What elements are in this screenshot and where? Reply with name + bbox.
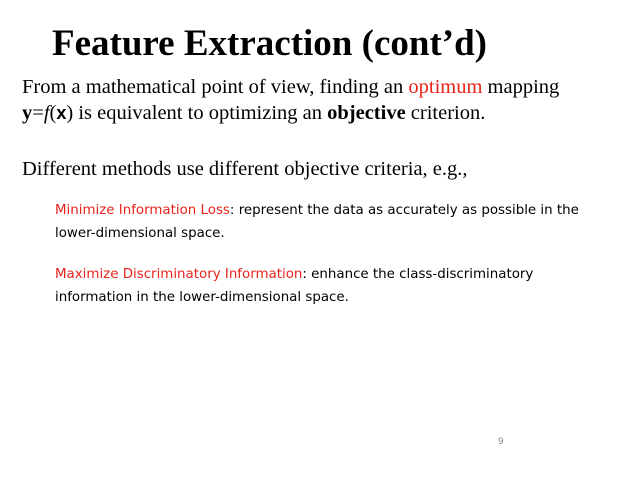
bullet-text: : enhance the class-discriminatory information in the lower-dimensional space. (55, 267, 534, 305)
close-paren: ) (66, 102, 74, 124)
bullet-label: Minimize Information Loss (55, 203, 230, 218)
x-variable: x (56, 103, 67, 123)
equals-sign: = (32, 102, 44, 124)
bullet-text: : represent the data as accurately as possible in the lower-dimensional space. (55, 203, 579, 241)
paragraph-mapping-text-4: criterion. (405, 102, 486, 124)
bullet-maximize-discriminatory-information (55, 263, 600, 309)
paragraph-mapping-text-3: is equivalent to optimizing an (73, 102, 328, 124)
paragraph-criteria: Different methods use different objective criteria, e.g., (22, 158, 468, 180)
page-number: 9 (498, 437, 504, 447)
f-function: f (43, 102, 50, 124)
bullet-label: Maximize Discriminatory Information (55, 267, 303, 282)
optimum-highlight: optimum (408, 76, 483, 98)
open-paren: ( (49, 102, 57, 124)
paragraph-mapping (22, 74, 559, 126)
paragraph-mapping-text-2: mapping (482, 76, 560, 98)
slide-title: Feature Extraction (cont’d) (52, 23, 487, 64)
bullet-minimize-information-loss (55, 199, 600, 245)
paragraph-mapping-text-1: From a mathematical point of view, finding an (22, 76, 409, 98)
y-variable: y (22, 102, 33, 124)
objective-word: objective (327, 102, 406, 124)
